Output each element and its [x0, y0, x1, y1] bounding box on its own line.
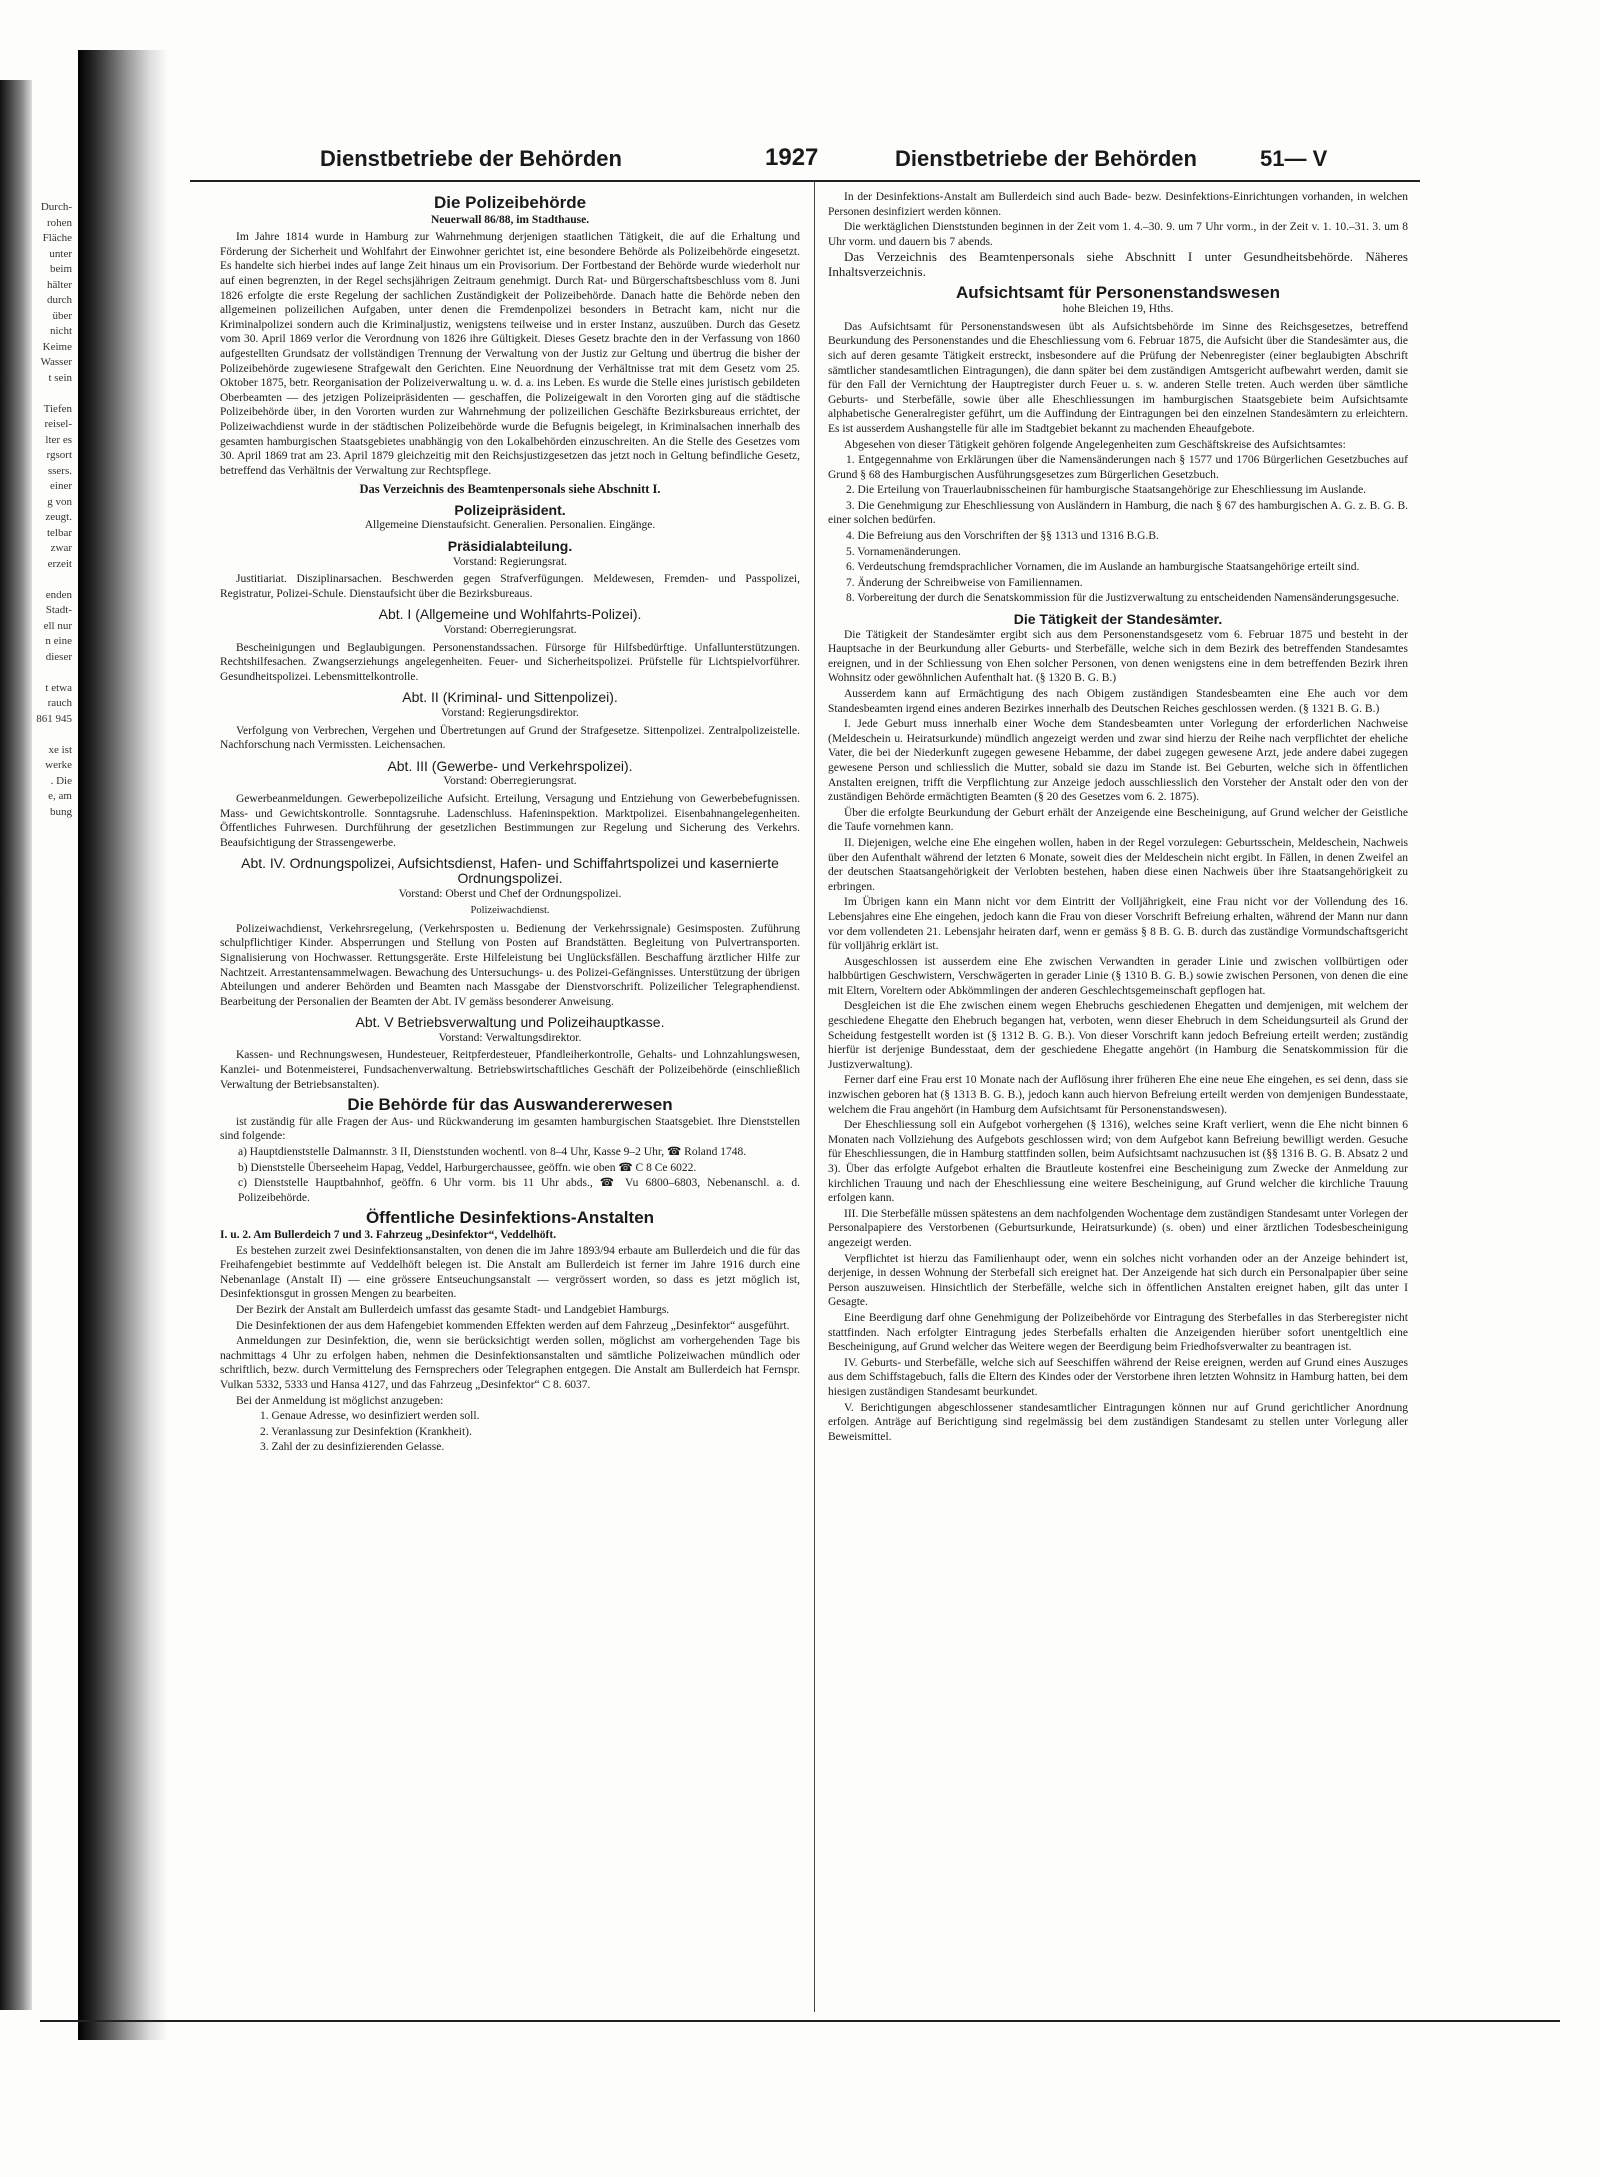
heading-abt-1: Abt. I (Allgemeine und Wohlfahrts-Polizei).	[378, 606, 642, 623]
list-item: 6. Verdeutschung fremdsprachlicher Vornamen, die im Auslande an hamburgische Staatsangehörige erteilt sind.	[846, 561, 1360, 574]
list-item: b) Dienststelle Überseeheim Hapag, Veddel, Harburgerchaussee, geöffn. wie oben ☎ C 8 Ce 6022.	[238, 1161, 697, 1174]
list-item: 2. Veranlassung zur Desinfektion (Krankheit).	[260, 1425, 472, 1438]
vorstand-line: Vorstand: Regierungsrat.	[452, 555, 568, 568]
left-column	[220, 190, 800, 1456]
paragraph: Der Bezirk der Anstalt am Bullerdeich umfasst das gesamte Stadt- und Landgebiet Hamburgs.	[236, 1303, 670, 1316]
paragraph: Verfolgung von Verbrechen, Vergehen und Übertretungen auf Grund der Strafgesetze. Sittenpolizei. Zentralpolizeistelle. Nachforschung nach Vermissten. Leichensachen.	[220, 724, 800, 752]
list-item: 3. Die Genehmigung zur Eheschliessung von Ausländern in Hamburg, die nach § 67 des hamburgischen A. G. z. B. G. B. einer solchen bedürfen.	[828, 499, 1408, 527]
personnel-note: Das Verzeichnis des Beamtenpersonals siehe Abschnitt I.	[359, 482, 661, 497]
paragraph: IV. Geburts- und Sterbefälle, welche sich auf Seeschiffen während der Reise ereignen, werden auf Grund eines Auszuges aus dem Schiffstagebuch, falls die Eltern des Kindes oder der Verstorbene ihren letzten Wohnsitz in Hamburg hatten, bei dem hiesigen zuständigen Standesamt beurkundet.	[828, 1356, 1408, 1398]
paragraph: Abgesehen von dieser Tätigkeit gehören folgende Angelegenheiten zum Geschäftskreise des Aufsichtsamtes:	[844, 438, 1346, 451]
section-heading-aufsichtsamt: Aufsichtsamt für Personenstandswesen	[955, 282, 1281, 302]
heading-abt-5: Abt. V Betriebsverwaltung und Polizeihauptkasse.	[355, 1014, 665, 1031]
paragraph: ist zuständig für alle Fragen der Aus- und Rückwanderung im gesamten hamburgischen Staatsgebiet. Ihre Dienststellen sind folgende:	[220, 1115, 800, 1143]
header-right-title: Dienstbetriebe der Behörden	[895, 146, 1197, 171]
paragraph: Ausserdem kann auf Ermächtigung des nach Obigem zuständigen Standesbeamten eine Ehe auch vor dem Standesbeamten irgend eines anderen Bezirkes innerhalb des Deutschen Reiches geschlossen werden. (§ 1321 B. G. B.)	[828, 688, 1408, 715]
paragraph: Über die erfolgte Beurkundung der Geburt erhält der Anzeigende eine Bescheinigung, auf Grund welcher der Geistliche die Taufe vornehmen kann.	[828, 806, 1408, 834]
paragraph: Ferner darf eine Frau erst 10 Monate nach der Auflösung ihrer früheren Ehe eine neue Ehe eingehen, es sei denn, dass sie inzwischen geboren hat (§ 1313 B. G. B.), jedoch kann auch hiervon Befreiung erteilt werden von demjenigen Bundesstaate, welchem die Frau angehört (in Hamburg dem Aufsichtsamt für Personenstandswesen).	[828, 1074, 1408, 1116]
paragraph: II. Diejenigen, welche eine Ehe eingehen wollen, haben in der Regel vorzulegen: Geburtsschein, Meldeschein, Nachweis über den Aufenthalt während der letzten 6 Monate, soweit dies der Meldeschein nicht ergibt. In Fällen, in denen Zweifel an der deutschen Staatsangehörigkeit der Verlobten bestehen, haben diese einen Nachweis über ihre Staatsangehörigkeit zu erbringen.	[828, 836, 1408, 893]
vorstand-line: Vorstand: Oberregierungsrat.	[443, 775, 577, 788]
paragraph: I. Jede Geburt muss innerhalb einer Woche dem Standesbeamten unter Vorlegung der erforderlichen Nachweise (Meldeschein u. Heiratsurkunde) mündlich angezeigt werden und zwar sind hierzu der Reihe nach verpflichtet der eheliche Vater, die bei der Niederkunft zugegen gewesene Hebamme, der dabei zugegen gewesene Arzt, jede andere dabei zugegen gewesene Person und schliesslich die Mutter, sobald sie dazu im Stande ist. Bei Geburten, welche sich in öffentlichen Anstalten ereignen, trifft die Verpflichtung zur Anzeige jedoch ausschliesslich den Vorsteher der Anstalt oder den von der zuständigen Behörde ermächtigten Beamten (§ 20 des Gesetzes vom 6. 2. 1875).	[828, 718, 1408, 804]
paragraph: V. Berichtigungen abgeschlossener standesamtlicher Eintragungen können nur auf Grund gerichtlicher Anordnung erfolgen. Anträge auf Berichtigung sind regelmässig bei dem zuständigen Standesamt zu stellen unter Vorlegung aller Beweismittel.	[828, 1401, 1408, 1443]
paragraph: Bescheinigungen und Beglaubigungen. Personenstandssachen. Fürsorge für Hilfsbedürftige. Unfallunterstützungen. Rechtshilfesachen. Zwangserziehungs angelegenheiten. Feuer- und Sicherheitspolizei. Prüfstelle für Lichtspielvorführer. Gesundheitspolizei. Lebensmittelkontrolle.	[220, 641, 800, 683]
heading-polizeipraesident: Polizeipräsident.	[454, 501, 566, 518]
list-item: 1. Genaue Adresse, wo desinfiziert werden soll.	[260, 1410, 480, 1423]
paragraph: Die Tätigkeit der Standesämter ergibt sich aus dem Personenstandsgesetz vom 6. Februar 1875 und besteht in der Hauptsache in der Beurkundung aller Geburts- und Sterbefälle, welche sich in dem Bezirk des betreffenden Standesamtes ereignen, und in der Schliessung von Ehen solcher Personen, von denen wenigstens eine in dem betreffenden Bezirk ihren Wohnsitz oder gewöhnlichen Aufenthalt hat. (§ 1320 B. G. B.)	[828, 628, 1408, 685]
paragraph: Verpflichtet ist hierzu das Familienhaupt oder, wenn ein solches nicht vorhanden oder an der Anzeige behindert ist, derjenige, in dessen Wohnung der Sterbefall sich ereignet hat. Der Anzeigende hat sich durch ein Personalpapier über seine Person auszuweisen. Hinsichtlich der Sterbefälle, welche sich in öffentlichen Anstalten ereignet haben, gilt das unter I Gesagte.	[828, 1252, 1408, 1309]
right-column	[828, 190, 1408, 1445]
paragraph: Eine Beerdigung darf ohne Genehmigung der Polizeibehörde vor Eintragung des Sterbefalles in das Sterberegister nicht stattfinden. Nach erfolgter Eintragung jedes Sterbefalls erhalten die Anzeigenden hierüber sofort unentgeltlich eine Bescheinigung, auf Grund welcher das Weitere wegen der Beerdigung beim Friedhofsverwalter zu beantragen ist.	[828, 1311, 1408, 1354]
paragraph: Die werktäglichen Dienststunden beginnen in der Zeit vom 1. 4.–30. 9. um 7 Uhr vorm., in der Zeit v. 1. 10.–31. 3. um 8 Uhr vorm. und dauern bis 7 abends.	[828, 221, 1408, 248]
aufsichtsamt-address: hohe Bleichen 19, Hths.	[1062, 303, 1174, 316]
paragraph: Der Eheschliessung soll ein Aufgebot vorhergehen (§ 1316), welches seine Kraft verliert, wenn die Ehe nicht binnen 6 Monaten nach Vollziehung des Aufgebots geschlossen wird; von dem Aufgebot kann Befreiung bewilligt werden. Gesuche für Eheschliessungen, die in Hamburg stattfinden sollen, beim Aufsichtsamt nachzusuchen ist (§§ 1316 B. G. B. Absatz 2 und 3). Über das erfolgte Aufgebot erhalten die Brautleute kostenfrei eine Bescheinigung zum Zwecke der Anmeldung zur kirchlichen Trauung und nach der Eheschliessung eine weitere Bescheinigung, auf Grund welcher die kirchliche Trauung erfolgen kann.	[828, 1119, 1408, 1205]
list-item: 4. Die Befreiung aus den Vorschriften der §§ 1313 und 1316 B.G.B.	[846, 530, 1159, 543]
paragraph: Die Desinfektionen der aus dem Hafengebiet kommenden Effekten werden auf dem Fahrzeug „Desinfektor“ ausgeführt.	[236, 1319, 790, 1332]
paragraph: Im Jahre 1814 wurde in Hamburg zur Wahrnehmung derjenigen staatlichen Tätigkeit, die auf die Erhaltung und Förderung der Sicherheit und Wohlfahrt der Einwohner gerichtet ist, eine besondere Behörde als Polizeibehörde eingesetzt. Es handelte sich hierbei indes auf lange Zeit hinaus um ein Provisorium. Der Fortbestand der Behörde wurde wiederholt nur auf einen begrenzten, in der Regel sechsjährigen Zeitraum genehmigt. Durch Rat- und Bürgerschaftsbeschluss vom 8. Juni 1826 erfolgte die erste Regelung der sachlichen Zuständigkeit der Polizeibehörde. Danach hatte die Behörde neben den allgemeinen polizeilichen Aufgaben, unter denen die Fremdenpolizei besonders in Betracht kam, nicht nur die Kriminalpolizei sondern auch die Kriminaljustiz, wenigstens teilweise und in erster Instanz, auszuüben. Durch das Gesetz vom 30. April 1869 verlor die Verordnung von 1826 ihre Gültigkeit. Dieses Gesetz brachte den in der Verfassung von 1860 aufgestellten Grundsatz der vollständigen Trennung der Verwaltung von der Justiz zur Geltung und übertrug die bisher der Polizeibehörde zugewiesene Strafgewalt den Gerichten. Eine Neuordnung der Verhältnisse trat mit dem Gesetz vom 25. Oktober 1875, betr. Reorganisation der Polizeiverwaltung u. w. d. a. ins Leben. Es wurde die Stelle eines juristisch gebildeten Oberbeamten — des jetzigen Polizeipräsidenten — geschaffen, die Polizeigewalt in den Vororten ging auf die städtische Polizeibehörde über, in den Vororten wurden zur Wahrnehmung der polizeilichen Geschäfte Bezirksbureaus errichtet, der Polizeiwachdienst wurde in der städtischen Polizeibehörde wurde die Befugnis beigelegt, in Kriminalsachen innerhalb des gesamten hamburgischen Staatsgebietes unabhängig von den Lokalbehörden einzuschreiten. An die Stelle des Gesetzes vom 30. April 1869 trat am 23. April 1879 gleichzeitig mit den Reichsjustizgesetzen das jetzt noch in Geltung befindliche Gesetz, betreffend das Verhältnis der Verwaltung zur Rechtspflege.	[220, 231, 800, 477]
section-heading-desinfektion: Öffentliche Desinfektions-Anstalten	[365, 1208, 655, 1228]
personnel-note: Das Verzeichnis des Beamtenpersonals siehe Abschnitt I unter Gesundheitsbehörde. Näheres Inhaltsverzeichnis.	[828, 249, 1408, 279]
scan-bottom-line	[40, 2020, 1560, 2022]
book-fold-shadow	[78, 50, 168, 2040]
heading-abt-4: Abt. IV. Ordnungspolizei, Aufsichtsdienst, Hafen- und Schiffahrtspolizei und kasernierte Ordnungspolizei.	[241, 855, 779, 886]
section-heading-auswandererwesen: Die Behörde für das Auswandererwesen	[347, 1095, 673, 1115]
heading-abt-3: Abt. III (Gewerbe- und Verkehrspolizei).	[387, 757, 633, 774]
list-item: 3. Zahl der zu desinfizierenden Gelasse.	[260, 1441, 445, 1454]
column-divider	[814, 182, 815, 2012]
list-item: a) Hauptdienststelle Dalmannstr. 3 II, Dienststunden wochentl. von 8–4 Uhr, Kasse 9–2 Uhr, ☎ Roland 1748.	[238, 1146, 747, 1159]
list-item: 8. Vorbereitung der durch die Senatskommission für die Justizverwaltung zu entscheidenden Namensänderungsgesuche.	[846, 592, 1400, 605]
paragraph: Allgemeine Dienstaufsicht. Generalien. Personalien. Eingänge.	[364, 519, 656, 532]
paragraph: Gewerbeanmeldungen. Gewerbepolizeiliche Aufsicht. Erteilung, Versagung und Entziehung von Gewerbebefugnissen. Mass- und Gewichtskontrolle. Sonntagsruhe. Ladenschluss. Hafeninspektion. Marktpolizei. Eisenbahnangelegenheiten. Öffentliches Fuhrwesen. Durchführung der gesetzlichen Bestimmungen zur Regelung und Sicherung des Verkehrs. Beaufsichtigung der Strassengewerbe.	[220, 792, 800, 849]
document-page	[190, 120, 1420, 2000]
vorstand-line: Vorstand: Regierungsdirektor.	[441, 707, 579, 719]
heading-praesidialabteilung: Präsidialabteilung.	[447, 538, 573, 555]
list-item: 5. Vornamenänderungen.	[846, 545, 961, 558]
paragraph: Bei der Anmeldung ist möglichst anzugeben:	[236, 1394, 444, 1407]
paragraph: Es bestehen zurzeit zwei Desinfektionsanstalten, von denen die im Jahre 1893/94 erbaute am Bullerdeich und die für das Freihafengebiet bestimmte auf Veddelhöft belegen ist. Die Anstalt am Bullerdeich ist ferner im Jahre 1916 durch eine Nebenanlage (Anstalt II) — eine grössere Entseuchungsanstalt — vergrössert worden, so dass es jetzt möglich ist, Desinfektionsgut in grossen Mengen zu bearbeiten.	[220, 1244, 800, 1301]
paragraph: Kassen- und Rechnungswesen, Hundesteuer, Reitpferdesteuer, Pfandleiherkontrolle, Gehalts- und Lohnzahlungswesen, Kanzlei- und Botenmeisterei, Fundsachenverwaltung. Betriebswirtschaftliches Geschäft der Polizeibehörde (einschließlich Verwaltung der Betriebsanstalten).	[220, 1049, 800, 1091]
list-item: 2. Die Erteilung von Trauerlaubnisscheinen für hamburgische Staatsangehörige zur Eheschliessung im Auslande.	[846, 484, 1367, 497]
paragraph: III. Die Sterbefälle müssen spätestens an dem nachfolgenden Wochentage dem zuständigen Standesamt unter Vorlegen der Personalpapiere des Verstorbenen (Geburtsurkunde, Heiratsurkunde) (s. oben) und einer ärztlichen Todesbescheinigung angezeigt werden.	[828, 1207, 1408, 1249]
vorstand-line: Vorstand: Oberst und Chef der Ordnungspolizei.	[398, 887, 622, 900]
page-header	[190, 140, 1420, 182]
list-item: 1. Entgegennahme von Erklärungen über die Namensänderungen nach § 1577 und 1706 Bürgerlichen Gesetzbuches auf Grund § 68 des Hamburgischen Ausführungsgesetzes zum Bürgerlichen Gesetzbuch.	[828, 454, 1408, 481]
sub-heading: Polizeiwachdienst.	[470, 905, 550, 917]
paragraph: In der Desinfektions-Anstalt am Bullerdeich sind auch Bade- bezw. Desinfektions-Einrichtungen vorhanden, in welchen Personen desinfiziert werden können.	[828, 191, 1408, 218]
previous-page-fragment: Durch- rohen Fläche unter beim hälter durch über nicht Keime Wasser t sein Tiefen reisel- lter es rgsort ssers. einer g von zeugt. telbar zwar erzeit enden Stadt- ell nur n eine dieser t etwa rauch 861 945 xe ist werke . Die e, am bung	[36, 201, 72, 818]
paragraph: Desgleichen ist die Ehe zwischen einem wegen Ehebruchs geschiedenen Ehegatten und demjenigen, mit welchem der geschiedene Ehegatte den Ehebruch begangen hat, verboten, wenn dieser Ehebruch in dem Scheidungsurteil als Grund der Scheidung festgestellt worden ist (§ 1312 B. G. B.). Von dieser Vorschrift kann jedoch Befreiung erteilt werden; zuständig hierfür ist derjenige Bundesstaat, dem der geschiedene Ehegatte angehört (in Hamburg die Senatskommission für die Justizverwaltung).	[828, 1000, 1408, 1071]
paragraph: Polizeiwachdienst, Verkehrsregelung, (Verkehrsposten u. Bedienung der Verkehrssignale) Gesimsposten. Zuführung schulpflichtiger Kinder. Absperrungen und Stellung von Posten auf Brandstätten. Begleitung von Pulvertransporten. Signalisierung von Hochwasser. Rettungsgeräte. Erste Hilfeleistung bei Unglücksfällen. Beschaffung ärztlicher Hilfe zur Nachtzeit. Arrestantensammelwagen. Bewachung des Untersuchungs- u. des Polizei-Gefängnisses. Unterstützung der übrigen Abteilungen und anderer Behörden und Beamten nach Massgabe der Dienstvorschrift. Polizeilicher Telegraphendienst. Bearbeitung der Personalien der Beamten der Abt. IV gemäss besonderer Anweisung.	[220, 922, 800, 1008]
paragraph: Im Übrigen kann ein Mann nicht vor dem Eintritt der Volljährigkeit, eine Frau nicht vor der Vollendung des 16. Lebensjahres eine Ehe eingehen, jedoch kann die Frau von dieser Vorschrift Befreiung erhalten, während der Mann nur dann vor dem vollendeten 21. Lebensjahr heiraten darf, wenn er gemäss § 8 B. G. B. durch das zuständige Vormundschaftsgericht für volljährig erklärt ist.	[828, 896, 1408, 953]
desinfektion-address: I. u. 2. Am Bullerdeich 7 und 3. Fahrzeug „Desinfektor“, Veddelhöft.	[220, 1229, 557, 1241]
polizei-address: Neuerwall 86/88, im Stadthause.	[430, 213, 590, 226]
vorstand-line: Vorstand: Verwaltungsdirektor.	[438, 1031, 582, 1044]
paragraph: Das Aufsichtsamt für Personenstandswesen übt als Aufsichtsbehörde im Sinne des Reichsgesetzes, betreffend Beurkundung des Personenstandes und die Eheschliessung vom 6. Februar 1875, die Aufsicht über die Standesämter aus, die sich auf deren gesamte Tätigkeit erstreckt, insbesondere auf die Prüfung der Nebenregister (einer beglaubigten Abschrift sämtlicher standesamtlichen Eintragungen), die dann später bei dem zuständigen Amtsgericht aufbewahrt werden, damit sie für den Fall der Vernichtung der Hauptregister durch Feuer u. s. w. anderen Stelle treten. Auch werden über sämtliche Geburts- und Sterbefälle, sowie über alle Eheschliessungen im hamburgischen Staatsgebiete beim Aufsichtsamte alphabetische Generalregister geführt, um die Auffindung der Eintragungen bei den einzelnen Standesämtern zu erleichtern. Es ist ausserdem Aushangstelle für alle im Stadtgebiet bekannt zu machenden Eheaufgebote.	[828, 320, 1408, 435]
vorstand-line: Vorstand: Oberregierungsrat.	[443, 624, 577, 637]
paragraph: Anmeldungen zur Desinfektion, die, wenn sie berücksichtigt werden sollen, möglichst am vorhergehenden Tage bis nachmittags 4 Uhr zu erfolgen haben, nehmen die Desinfektionsanstalten und sämtliche Polizeiwachen mündlich oder schriftlich, bezw. durch Vermittelung des Fernsprechers oder Telegraphen entgegen. Die Anstalt am Bullerdeich hat Fernspr. Vulkan 5332, 5333 und Hansa 4127, und das Fahrzeug „Desinfektor“ C 8. 6037.	[220, 1335, 800, 1391]
list-item: 7. Änderung der Schreibweise von Familiennamen.	[846, 576, 1083, 589]
header-year: 1927	[765, 144, 819, 171]
list-item: c) Dienststelle Hauptbahnhof, geöffn. 6 Uhr vorm. bis 11 Uhr abds., ☎ Vu 6800–6803, Nebenanschl. a. d. Polizeibehörde.	[238, 1177, 800, 1204]
section-heading-polizeibehoerde: Die Polizeibehörde	[433, 193, 587, 212]
page-number: 51— V	[1260, 146, 1328, 171]
header-left-title: Dienstbetriebe der Behörden	[320, 146, 622, 171]
paragraph: Justitiariat. Disziplinarsachen. Beschwerden gegen Strafverfügungen. Meldewesen, Fremden- und Passpolizei, Registratur, Polizei-Schule. Dienstaufsicht über die Bezirksbureaus.	[220, 573, 800, 600]
heading-abt-2: Abt. II (Kriminal- und Sittenpolizei).	[402, 689, 618, 706]
heading-standesaemter: Die Tätigkeit der Standesämter.	[1013, 611, 1223, 628]
paragraph: Ausgeschlossen ist ausserdem eine Ehe zwischen Verwandten in gerader Linie und zwischen vollbürtigen oder halbbürtigen Geschwistern, Verschwägerten in gerader Linie (§ 1310 B. G. B.) sowie zwischen Personen, von denen die eine mit Eltern, Voreltern oder Abkömmlingen der anderen Geschlechtsgemeinschaft gepflogen hat.	[828, 955, 1408, 997]
